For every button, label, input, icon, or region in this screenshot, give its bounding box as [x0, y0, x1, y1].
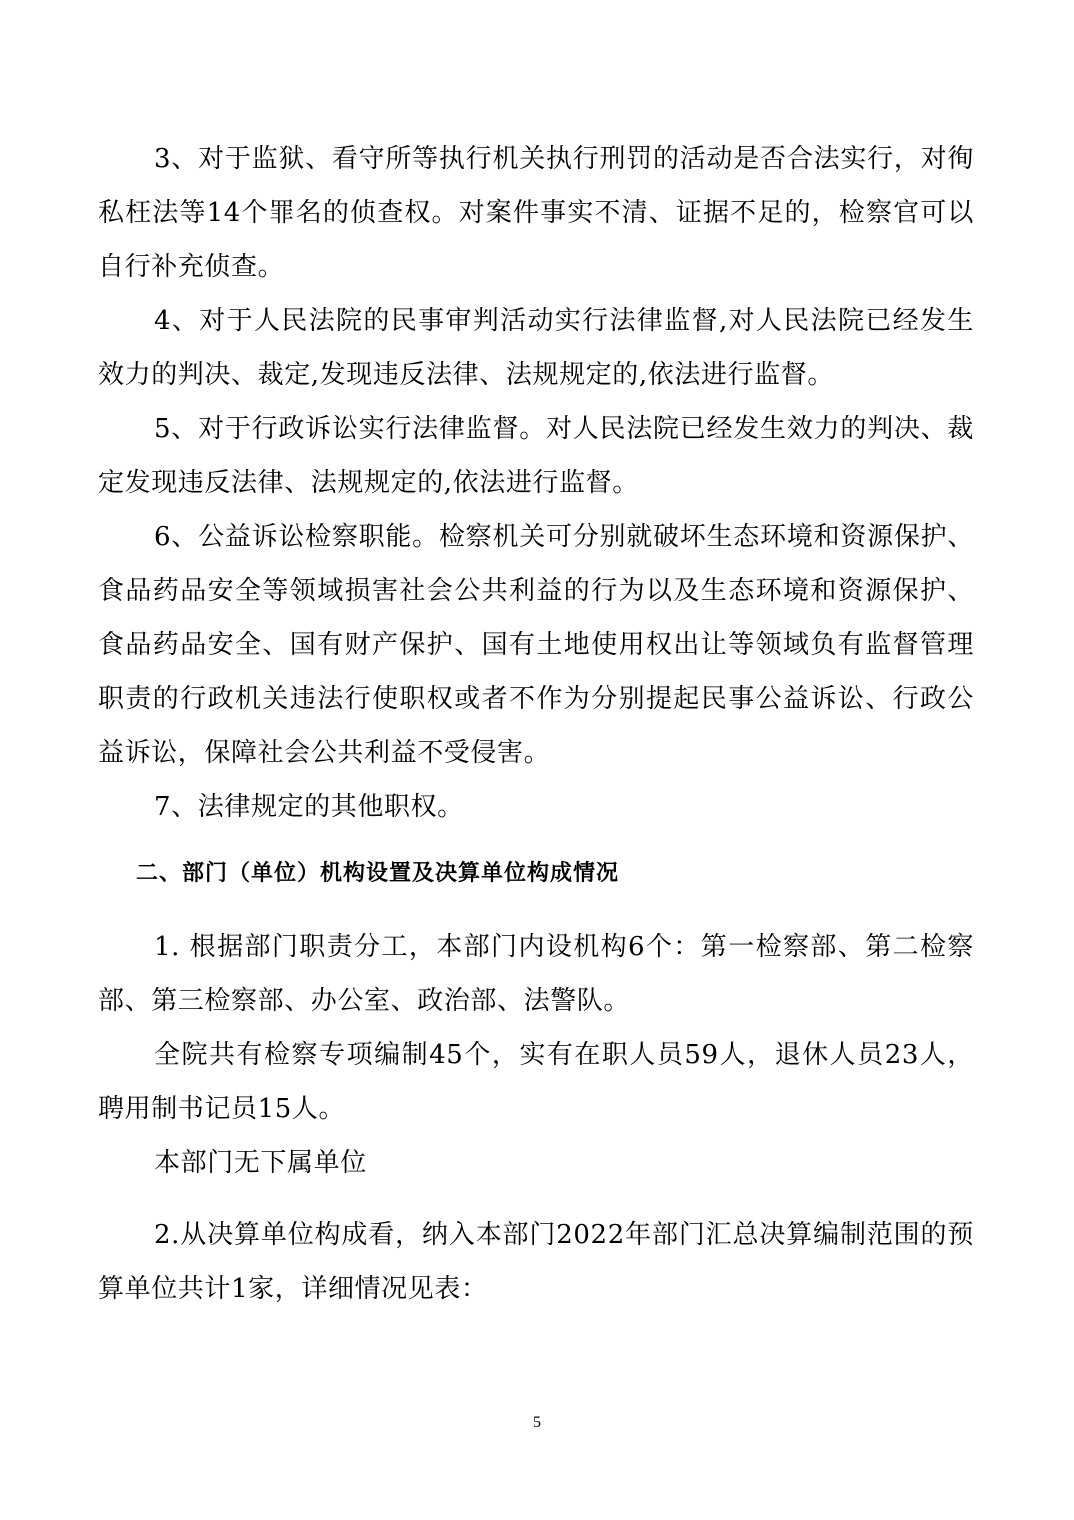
- subordinate-paragraph: 本部门无下属单位: [154, 1148, 367, 1178]
- budget-unit-paragraph: 2.从决算单位构成看，纳入本部门2022年部门汇总决算编制范围的预算单位共计1家，详细情况见表：: [98, 1220, 974, 1304]
- item-7-paragraph: 7、法律规定的其他职权。: [154, 792, 464, 822]
- page-number: 5: [533, 1414, 541, 1431]
- structure-paragraph: 1. 根据部门职责分工，本部门内设机构6个：第一检察部、第二检察部、第三检察部、办公室、政治部、法警队。: [98, 932, 974, 1016]
- item-5-paragraph: 5、对于行政诉讼实行法律监督。对人民法院已经发生效力的判决、裁定发现违反法律、法规规定的,依法进行监督。: [98, 414, 974, 498]
- spacer: [98, 1190, 974, 1208]
- staffing-paragraph: 全院共有检察专项编制45个，实有在职人员59人，退休人员23人，聘用制书记员15人。: [98, 1040, 974, 1124]
- page-content: [98, 132, 974, 1316]
- item-4-paragraph: 4、对于人民法院的民事审判活动实行法律监督,对人民法院已经发生效力的判决、裁定,发现违反法律、法规规定的,依法进行监督。: [98, 306, 974, 390]
- item-3-paragraph: 3、对于监狱、看守所等执行机关执行刑罚的活动是否合法实行，对徇私枉法等14个罪名的侦查权。对案件事实不清、证据不足的，检察官可以自行补充侦查。: [98, 144, 974, 282]
- section-heading: 二、部门（单位）机构设置及决算单位构成情况: [136, 861, 620, 886]
- item-6-paragraph: 6、公益诉讼检察职能。检察机关可分别就破坏生态环境和资源保护、食品药品安全等领域损害社会公共利益的行为以及生态环境和资源保护、食品药品安全、国有财产保护、国有土地使用权出让等领域负有监督管理职责的行政机关违法行使职权或者不作为分别提起民事公益诉讼、行政公益诉讼，保障社会公共利益不受侵害。: [98, 522, 974, 768]
